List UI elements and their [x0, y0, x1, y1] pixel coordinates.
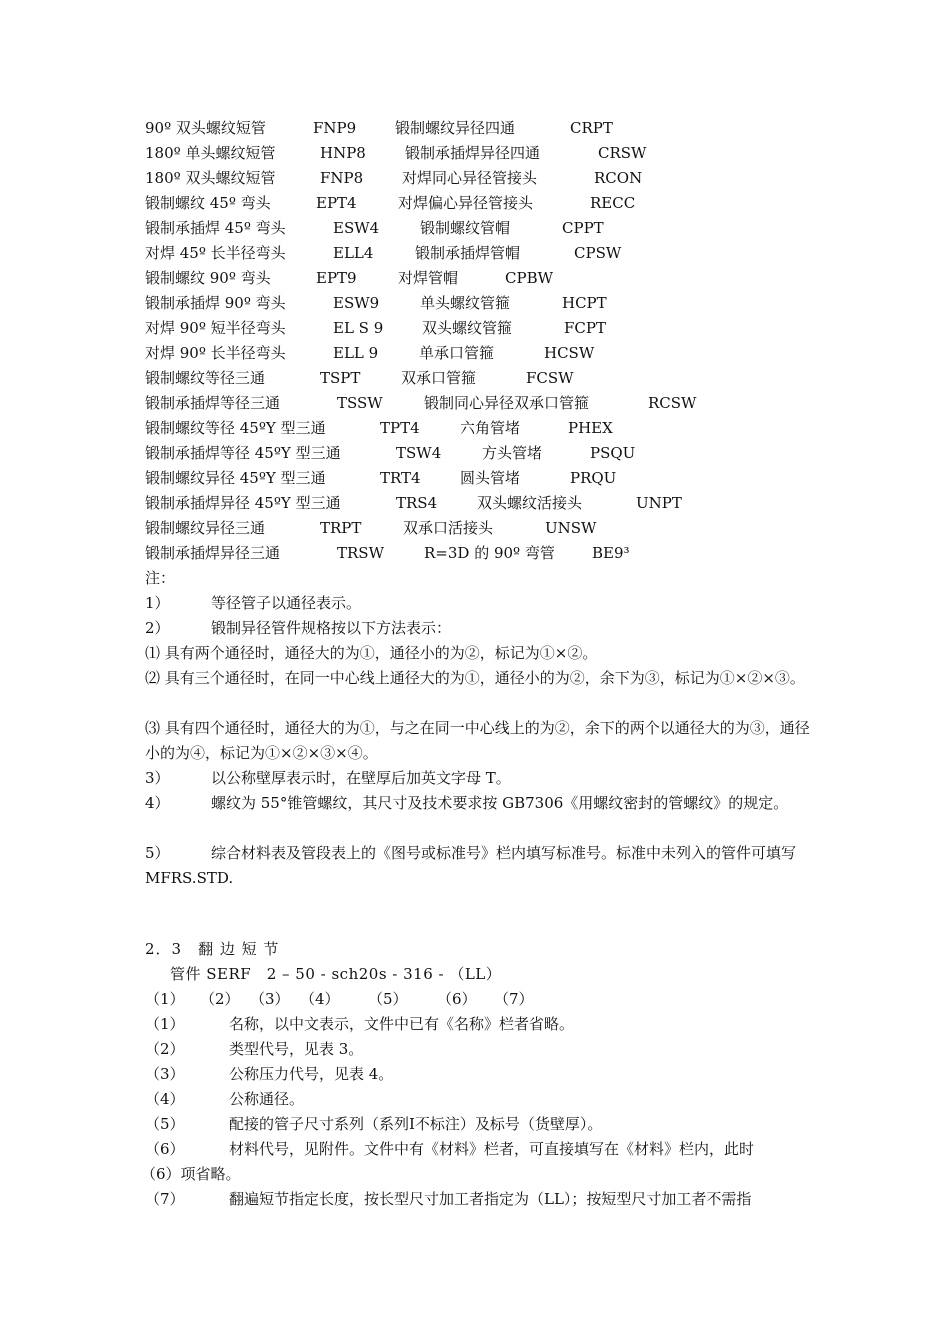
- fitting-row: [0, 466, 950, 491]
- fitting-name: 锻制螺纹异径三通: [145, 519, 266, 537]
- fitting-name: 圆头管堵: [460, 469, 521, 487]
- segment-number: （4）: [145, 1090, 185, 1108]
- segment-marker: （3）: [250, 990, 290, 1008]
- fitting-name: 180º 双头螺纹短管: [145, 169, 276, 187]
- fitting-name: 单承口管箍: [419, 344, 495, 362]
- note-number: 5）: [145, 844, 170, 862]
- fitting-code: ELL4: [333, 244, 374, 262]
- segment-number: （2）: [145, 1040, 185, 1058]
- segment-text: （6）项省略。: [141, 1165, 241, 1183]
- fitting-code: FCPT: [564, 319, 606, 337]
- fitting-code: FNP9: [313, 119, 357, 137]
- fitting-code: FCSW: [526, 369, 574, 387]
- segment-text: 公称通径。: [229, 1090, 305, 1108]
- fitting-code: PHEX: [568, 419, 613, 437]
- fitting-code: EPT9: [316, 269, 357, 287]
- fitting-name: 双头螺纹管箍: [422, 319, 513, 337]
- note-text: 以公称壁厚表示时，在壁厚后加英文字母 T。: [211, 769, 511, 787]
- fitting-code: TRT4: [380, 469, 421, 487]
- fitting-name: 锻制承插焊 45º 弯头: [145, 219, 286, 237]
- fitting-code: TRS4: [396, 494, 438, 512]
- fitting-code: TSPT: [320, 369, 361, 387]
- segment-text: 翻遍短节指定长度，按长型尺寸加工者指定为（LL）；按短型尺寸加工者不需指: [229, 1190, 752, 1208]
- note-number: 4）: [145, 794, 170, 812]
- fitting-name: 锻制螺纹异径四通: [395, 119, 516, 137]
- note-5: [145, 841, 810, 891]
- fitting-name: 锻制承插焊等径三通: [145, 394, 281, 412]
- fitting-row: [0, 116, 950, 141]
- note-number: 2）: [145, 619, 170, 637]
- fitting-name: 锻制承插焊 90º 弯头: [145, 294, 286, 312]
- fitting-name: 锻制同心异径双承口管箍: [424, 394, 590, 412]
- fitting-name: 对焊管帽: [398, 269, 459, 287]
- note-2-sub-1: ⑴ 具有两个通径时，通径大的为①，通径小的为②，标记为①×②。: [145, 644, 598, 662]
- fitting-code: UNSW: [545, 519, 597, 537]
- fitting-code: TRSW: [337, 544, 384, 562]
- fitting-code: HCPT: [562, 294, 607, 312]
- fitting-code: TPT4: [380, 419, 420, 437]
- fitting-row: [0, 341, 950, 366]
- fitting-code: BE9³: [592, 544, 630, 562]
- segment-text: 配接的管子尺寸系列（系列Ⅰ不标注）及标号（货壁厚）。: [229, 1115, 603, 1133]
- fitting-code: TSW4: [396, 444, 442, 462]
- fitting-code: CRPT: [570, 119, 613, 137]
- fitting-name: 180º 单头螺纹短管: [145, 144, 276, 162]
- fitting-row: [0, 166, 950, 191]
- fitting-code: RCON: [594, 169, 643, 187]
- fitting-code: EPT4: [316, 194, 357, 212]
- fitting-name: 锻制承插焊管帽: [415, 244, 521, 262]
- note-2-sub-3: ⑶ 具有四个通径时，通径大的为①，与之在同一中心线上的为②，余下的两个以通径大的为③，通径小的为④，标记为①×②×③×④。: [145, 719, 810, 762]
- fitting-row: [0, 366, 950, 391]
- fitting-row: [0, 316, 950, 341]
- note-text: 综合材料表及管段表上的《图号或标准号》栏内填写标准号。标准中未列入的管件可填写 MFRS.STD.: [145, 844, 797, 887]
- fitting-code: TRPT: [320, 519, 362, 537]
- segment-text: 类型代号，见表 3。: [229, 1040, 364, 1058]
- document-page: 90º 双头螺纹短管 FNP9 锻制螺纹异径四通 CRPT 180º 单头螺纹短管 HNP8 锻制承插焊异径四通 CRSW 180º 双头螺纹短管 FNP8 对焊同心异径管接头 RCON 锻制螺纹 45º 弯头 EPT4 对焊偏心异径管接头 RECC 锻制承插焊 45º 弯头 ESW4 锻制螺纹管帽 CPPT 对焊 45º 长半径弯头 ELL4 锻制承插焊管帽 CPSW 锻制螺纹 90º 弯头 EPT9 对焊管帽 CPBW 锻制承插焊 90º 弯头 ESW9 单头螺纹管箍 HCPT 对焊 90º 短半径弯头 EL S 9 双头螺纹管箍 FCPT 对焊 90º 长半径弯头 ELL 9 单承口管箍 HCSW 锻制螺纹等径三通 TSPT 双承口管箍 FCSW 锻制承插焊等径三通 TSSW 锻制同心异径双承口管箍 RCSW 锻制螺纹等径 45ºY 型三通 TPT4 六角管堵 PHEX 锻制承插焊等径 45ºY 型三通 TSW4 方头管堵 PSQU 锻制螺纹异径 45ºY 型三通 TRT4 圆头管堵 PRQU 锻制承插焊异径 45ºY 型三通 TRS4 双头螺纹活接头 UNPT 锻制螺纹异径三通 TRPT 双承口活接头 UNSW 锻制承插焊异径三通 TRSW R=3D 的 90º 弯管 BE9³ 注： 1） 等径管子以通径表示。 2） 锻制异径管件规格按以下方法表示： ⑴ 具有两个通径时，通径大的为①，通径小的为②，标记为①×②。 ⑵ 具有三个通径时，在同一中心线上通径大的为①，通径小的为②，余下为③，标记为①×②×③。 ⑶ 具有四个通径时，通径大的为①，与之在同一中心线上的为②，余下的两个以通径大的为③，通径小的为④，标记为①×②×③×④。 3） 以公称壁厚表示时，在壁厚后加英文字母 T。 4） 螺纹为 55°锥管螺纹，其尺寸及技术要求按 GB7306《用螺纹密封的管螺纹》的规定。 5） 综合材料表及管段表上的《图号或标准号》栏内填写标准号。标准中未列入的管件可填写 MFRS.STD. 2．3 翻 边 短 节 管件 SERF 2 – 50 - sch20s - 316 - （LL） （1） （2） （3） （4） （5） （6） （7） （1） 名称，以中文表示，文件中已有《名称》栏者省略。 （2） 类型代号，见表 3。 （3） 公称压力代号，见表 4。 （4） 公称通径。 （5） 配接的管子尺寸系列（系列Ⅰ不标注）及标号（货壁厚）。 （6） 材料代号，见附件。文件中有《材料》栏者，可直接填写在《材料》栏内，此时 （6）项省略。 （7） 翻遍短节指定长度，按长型尺寸加工者指定为（LL）；按短型尺寸加工者不需指: [0, 0, 950, 1344]
- segment-text: 公称压力代号，见表 4。: [229, 1065, 394, 1083]
- fitting-name: 锻制螺纹等径 45ºY 型三通: [145, 419, 326, 437]
- fitting-row: [0, 541, 950, 566]
- fitting-name: 单头螺纹管箍: [420, 294, 511, 312]
- fitting-row: [0, 416, 950, 441]
- fitting-row: [0, 191, 950, 216]
- fitting-name: 锻制承插焊等径 45ºY 型三通: [145, 444, 341, 462]
- segment-number: （3）: [145, 1065, 185, 1083]
- fitting-code: FNP8: [320, 169, 364, 187]
- fitting-code: ESW4: [333, 219, 380, 237]
- fitting-code: UNPT: [636, 494, 682, 512]
- fitting-code: EL S 9: [333, 319, 384, 337]
- fitting-name: 锻制承插焊异径 45ºY 型三通: [145, 494, 341, 512]
- note-number: 3）: [145, 769, 170, 787]
- fitting-code: RECC: [590, 194, 636, 212]
- fitting-name: 锻制螺纹 90º 弯头: [145, 269, 271, 287]
- section-example: 管件 SERF 2 – 50 - sch20s - 316 - （LL）: [170, 965, 502, 983]
- fitting-code: TSSW: [337, 394, 383, 412]
- segment-marker: （6）: [437, 990, 477, 1008]
- fitting-row: [0, 241, 950, 266]
- fitting-row: [0, 141, 950, 166]
- segment-marker: （1）: [145, 990, 185, 1008]
- segment-marker: （2）: [200, 990, 240, 1008]
- segment-number: （7）: [145, 1190, 185, 1208]
- fitting-name: 对焊 90º 短半径弯头: [145, 319, 286, 337]
- fitting-name: 对焊同心异径管接头: [402, 169, 538, 187]
- fitting-row: [0, 266, 950, 291]
- fitting-name: 对焊偏心异径管接头: [398, 194, 534, 212]
- fitting-row: [0, 516, 950, 541]
- note-text: 锻制异径管件规格按以下方法表示：: [211, 619, 452, 637]
- fitting-name: 双承口活接头: [403, 519, 494, 537]
- fitting-name: 对焊 45º 长半径弯头: [145, 244, 286, 262]
- fitting-row: [0, 216, 950, 241]
- fitting-code: HCSW: [544, 344, 595, 362]
- fitting-code: ESW9: [333, 294, 380, 312]
- segment-number: （6）: [145, 1140, 185, 1158]
- segment-text: 名称，以中文表示，文件中已有《名称》栏者省略。: [229, 1015, 575, 1033]
- fitting-code: PRQU: [570, 469, 617, 487]
- note-number: 1）: [145, 594, 170, 612]
- note-text: 螺纹为 55°锥管螺纹，其尺寸及技术要求按 GB7306《用螺纹密封的管螺纹》的规定。: [211, 794, 789, 812]
- fitting-code: RCSW: [648, 394, 697, 412]
- fitting-row: [0, 291, 950, 316]
- fitting-code: CRSW: [598, 144, 647, 162]
- segment-marker: （7）: [494, 990, 534, 1008]
- fitting-code: HNP8: [320, 144, 366, 162]
- segment-number: （1）: [145, 1015, 185, 1033]
- fitting-name: 六角管堵: [460, 419, 521, 437]
- fitting-name: R=3D 的 90º 弯管: [424, 544, 555, 562]
- fitting-name: 90º 双头螺纹短管: [145, 119, 266, 137]
- note-2-sub-2: ⑵ 具有三个通径时，在同一中心线上通径大的为①，通径小的为②，余下为③，标记为①×②×③。: [145, 669, 805, 687]
- fitting-code: PSQU: [590, 444, 636, 462]
- fitting-name: 对焊 90º 长半径弯头: [145, 344, 286, 362]
- fitting-row: [0, 391, 950, 416]
- note-text: 等径管子以通径表示。: [211, 594, 362, 612]
- fitting-code: ELL 9: [333, 344, 379, 362]
- section-title: 2．3 翻 边 短 节: [145, 940, 280, 958]
- fitting-row: [0, 441, 950, 466]
- fitting-name: 锻制承插焊异径三通: [145, 544, 281, 562]
- fitting-name: 锻制螺纹管帽: [420, 219, 511, 237]
- segment-marker: （5）: [368, 990, 408, 1008]
- segment-marker: （4）: [300, 990, 340, 1008]
- fitting-name: 锻制螺纹异径 45ºY 型三通: [145, 469, 326, 487]
- fitting-name: 锻制螺纹 45º 弯头: [145, 194, 271, 212]
- fitting-name: 锻制承插焊异径四通: [405, 144, 541, 162]
- fitting-name: 双承口管箍: [401, 369, 477, 387]
- segment-number: （5）: [145, 1115, 185, 1133]
- fitting-name: 方头管堵: [482, 444, 543, 462]
- fitting-code: CPPT: [562, 219, 604, 237]
- fitting-code: CPSW: [574, 244, 622, 262]
- fitting-row: [0, 491, 950, 516]
- fitting-name: 双头螺纹活接头: [477, 494, 583, 512]
- fitting-name: 锻制螺纹等径三通: [145, 369, 266, 387]
- segment-text: 材料代号，见附件。文件中有《材料》栏者，可直接填写在《材料》栏内，此时: [229, 1140, 755, 1158]
- note-4: [145, 791, 810, 816]
- fitting-code: CPBW: [505, 269, 554, 287]
